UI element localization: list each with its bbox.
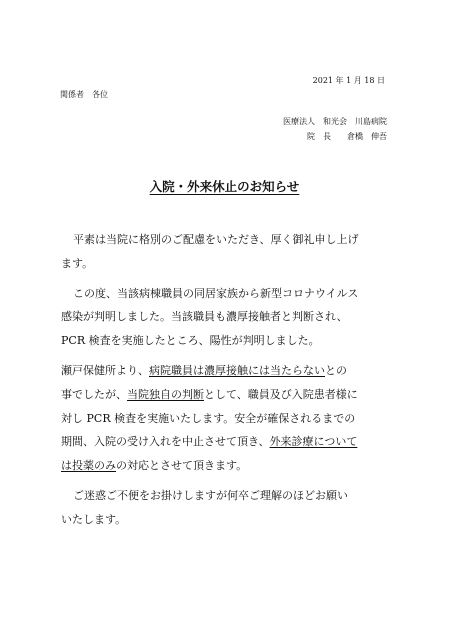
underlined-text: 当院独自の判断 [127,387,204,401]
text-segment: との [325,363,347,377]
paragraph-line: いたします。 [61,512,127,526]
document-date: 2021 年 1 月 18 日 [312,76,385,85]
paragraph-line: 感染が判明しました。当該職員も濃厚接触者と判断され、 [61,310,348,324]
text-segment: 瀬戸保健所より、 [61,363,149,377]
document-title-text: 入院・外来休止のお知らせ [149,179,300,194]
paragraph-line [61,359,391,383]
addressee: 関係者 各位 [60,90,108,99]
paragraph-line: ます。 [61,256,94,270]
sender-director: 院 長 倉橋 伸吾 [307,132,387,141]
text-segment: の対応とさせて頂きます。 [116,459,248,473]
text-segment: 期間、入院の受け入れを中止させて頂き、 [61,435,270,449]
underlined-text: 外来診療について [269,435,358,449]
paragraph-line [61,430,391,454]
paragraph-line: PCR 検査を実施したところ、陽性が判明しました。 [61,334,320,348]
text-segment: として、職員及び入院患者様に [204,387,358,401]
document-title [0,178,449,196]
paragraph-apology [61,484,391,532]
paragraph-greeting [61,228,391,276]
document-body [61,228,391,538]
sender-organization: 医療法人 和光会 川島病院 [283,117,387,126]
paragraph-measures [61,359,391,478]
paragraph-line: 対し PCR 検査を実施いたします。安全が確保されるまでの [61,411,356,425]
paragraph-line: ご迷惑ご不便をお掛けしますが何卒ご理解のほどお願い [73,488,348,502]
paragraph-line [61,454,391,478]
underlined-text: は投薬のみ [61,459,116,473]
text-segment: 事でしたが、 [61,387,127,401]
underlined-text: 病院職員は濃厚接触には当たらない [149,363,325,377]
paragraph-line: 平素は当院に格別のご配慮をいただき、厚く御礼申し上げ [73,233,359,246]
paragraph-line [61,383,391,407]
paragraph-infection-report [61,282,391,353]
paragraph-line: この度、当該病棟職員の同居家族から新型コロナウイルス [73,286,359,300]
